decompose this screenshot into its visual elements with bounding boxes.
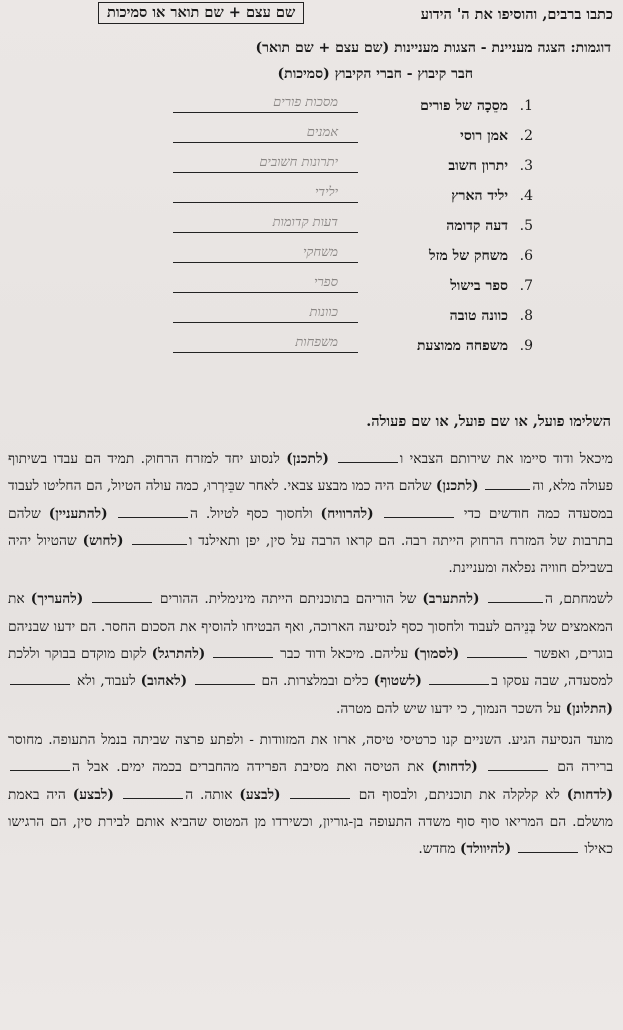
text-run: מחדש. (418, 841, 460, 858)
item-phrase: יתרון חשוב (448, 158, 508, 174)
item-phrase: יליד הארץ (451, 188, 508, 204)
fill-blank[interactable] (10, 670, 70, 685)
root-hint: (התלונן) (565, 700, 613, 717)
exercise-item (13, 92, 533, 122)
exercise-item (13, 152, 533, 182)
item-phrase: ספר בישול (450, 278, 508, 294)
text-run: את המאמצים של בְּנֵיהם לעבוד ולחסוך כסף לנסיעה הארוכה, ואף הבטיחו להוסיף את הסכום החסר. הם ידעו שבניהם בוגרים, ואפשר (8, 591, 613, 663)
exercise-item (13, 212, 533, 242)
text-run: לשמחתם, ה (545, 591, 614, 608)
exercise-item (13, 272, 533, 302)
fill-blank[interactable] (10, 756, 70, 771)
handwritten-answer: משפחות (295, 335, 338, 350)
fill-blank[interactable] (467, 643, 527, 658)
root-hint: (לאהוב) (140, 673, 193, 690)
answer-line[interactable] (173, 112, 358, 113)
fill-blank[interactable] (118, 503, 188, 518)
text-run: אותה. ה (185, 786, 240, 803)
text-run: היה באמת מושלם. הם המריאו סוף סוף משדה התעופה בן-גוריון, וכשירדו מן המטוס שהביא אותם לבירת סין, הם הרגישו כאילו (8, 786, 613, 858)
text-run: שהטיול יהיה בשבילם חוויה נפלאה ומעניינת. (8, 532, 613, 577)
item-phrase: דעה קדומה (446, 218, 508, 234)
text-run: עליהם. מיכאל ודוד כבר (274, 646, 414, 663)
item-number: 4. (519, 188, 533, 204)
exercise-item (13, 242, 533, 272)
root-hint: (לשטוף) (373, 673, 428, 690)
item-number: 8. (519, 308, 533, 324)
root-hint: (להיוולד) (459, 841, 516, 858)
handwritten-answer: ילידי (314, 185, 338, 200)
answer-line[interactable] (173, 352, 358, 353)
item-number: 9. (519, 338, 533, 354)
instruction-text: כתבו ברבים, והוסיפו את ה' הידוע (420, 6, 613, 23)
text-run: ולחסוך כסף לטיול. ה (190, 505, 321, 522)
text-run: לעבוד, ולא (72, 673, 141, 690)
exercise-item (13, 332, 533, 362)
text-run: מועד הנסיעה הגיע. השניים קנו כרטיסי טיסה, ארזו את המזוודות - ולפתע פרצה שביתה בנמל התעופה. מחוסר ברירה הם (8, 731, 614, 776)
fill-blank[interactable] (429, 670, 489, 685)
fill-blank[interactable] (518, 838, 578, 853)
item-phrase: משחק של מזל (429, 248, 508, 264)
fill-blank[interactable] (485, 475, 530, 490)
text-run: כלים ובמלצרות. הם (256, 673, 374, 690)
root-hint: (להרוויח) (320, 505, 382, 522)
handwritten-answer: יתרונות חשובים (259, 155, 338, 170)
text-run: לא קלקלה את תוכניתם, ולבסוף הם (351, 786, 567, 803)
handwritten-answer: משחקי (303, 245, 338, 260)
item-phrase: כוונה טובה (449, 308, 508, 324)
text-run: שלהם היה כמו מבצע צבאי. לאחר שבֵּירְרוּ, כמה עולה הטיול, הם החליטו לעבוד במסעדה כמה חודשים כדי (8, 478, 614, 522)
root-hint: (לסמוך) (413, 646, 465, 663)
section-2-title: השלימו פועל, או שם פועל, או שם פעולה. (366, 413, 611, 430)
root-hint: (לבצע) (239, 786, 288, 803)
answer-line[interactable] (173, 322, 358, 323)
root-hint: (להתרגל) (151, 646, 211, 663)
fill-blank[interactable] (132, 530, 187, 545)
fill-blank[interactable] (338, 448, 398, 463)
item-number: 7. (519, 278, 533, 294)
text-paragraph (8, 586, 613, 722)
item-number: 2. (519, 128, 533, 144)
item-number: 3. (519, 158, 533, 174)
handwritten-answer: ספרי (313, 275, 338, 290)
answer-line[interactable] (173, 232, 358, 233)
root-hint: (לתכנן) (435, 478, 484, 495)
examples-line-1: דוגמות: הצגה מעניינת - הצגות מעניינות (שם עצם + שם תואר) (255, 40, 611, 56)
handwritten-answer: מסכות פורים (273, 95, 338, 110)
header-row (5, 2, 613, 26)
fill-blank[interactable] (488, 756, 548, 771)
fill-in-text (8, 446, 613, 863)
answer-line[interactable] (173, 142, 358, 143)
handwritten-answer: כוונות (309, 305, 338, 320)
exercise-list (13, 92, 533, 362)
root-hint: (להתערב) (422, 591, 486, 608)
fill-blank[interactable] (195, 670, 255, 685)
text-run: שלהם בתרבות של המזרח הרחוק הייתה רבה. הם קראו הרבה על סין, יפן ותאילנד ו (8, 505, 613, 549)
text-paragraph (8, 727, 613, 863)
item-phrase: משפחה ממוצעת (416, 338, 508, 354)
exercise-item (13, 302, 533, 332)
item-number: 5. (519, 218, 533, 234)
fill-blank[interactable] (290, 784, 350, 799)
answer-line[interactable] (173, 202, 358, 203)
text-run: מיכאל ודוד סיימו את שירותם הצבאי ו (399, 451, 613, 467)
fill-blank[interactable] (92, 588, 152, 603)
answer-line[interactable] (173, 172, 358, 173)
text-run: של הוריהם בתוכניתם הייתה מינימלית. ההורים (153, 591, 423, 608)
fill-blank[interactable] (123, 784, 183, 799)
answer-line[interactable] (173, 292, 358, 293)
item-number: 6. (519, 248, 533, 264)
handwritten-answer: דעות קדומות (272, 215, 338, 230)
text-paragraph (8, 446, 613, 582)
exercise-item (13, 182, 533, 212)
answer-line[interactable] (173, 262, 358, 263)
fill-blank[interactable] (213, 643, 273, 658)
root-hint: (לדחות) (566, 786, 613, 803)
fill-blank[interactable] (384, 503, 454, 518)
item-phrase: מסֵכָה של פורים (420, 98, 508, 114)
handwritten-answer: אמנים (306, 125, 338, 140)
examples-line-2: חבר קיבוץ - חברי הקיבוץ (סמיכות) (277, 66, 473, 82)
item-phrase: אמן רוסי (460, 128, 508, 144)
root-hint: (לחוש) (82, 532, 130, 549)
text-run: לקום מוקדם בבוקר וללכת למסעדה, שבה עסקו ב (8, 646, 613, 690)
exercise-item (13, 122, 533, 152)
instruction-box: שם עצם + שם תואר או סמיכות (98, 2, 304, 24)
root-hint: (לדחות) (431, 759, 486, 776)
text-run: לנסוע יחד למזרח הרחוק. תמיד הם עבדו בשיתוף פעולה מלא, וה (8, 451, 613, 495)
root-hint: (לבצע) (72, 786, 122, 803)
fill-blank[interactable] (488, 588, 543, 603)
text-run: את הטיסה ואת מסיבת הפרידה מהחברים בכמה ימים. אבל ה (72, 759, 432, 776)
item-number: 1. (519, 98, 533, 114)
text-run: על השכר הנמוך, כי ידעו שיש להם מטרה. (336, 700, 566, 717)
root-hint: (להעריך) (30, 591, 90, 608)
root-hint: (לתכנן) (286, 451, 336, 467)
root-hint: (להתעניין) (48, 505, 116, 522)
